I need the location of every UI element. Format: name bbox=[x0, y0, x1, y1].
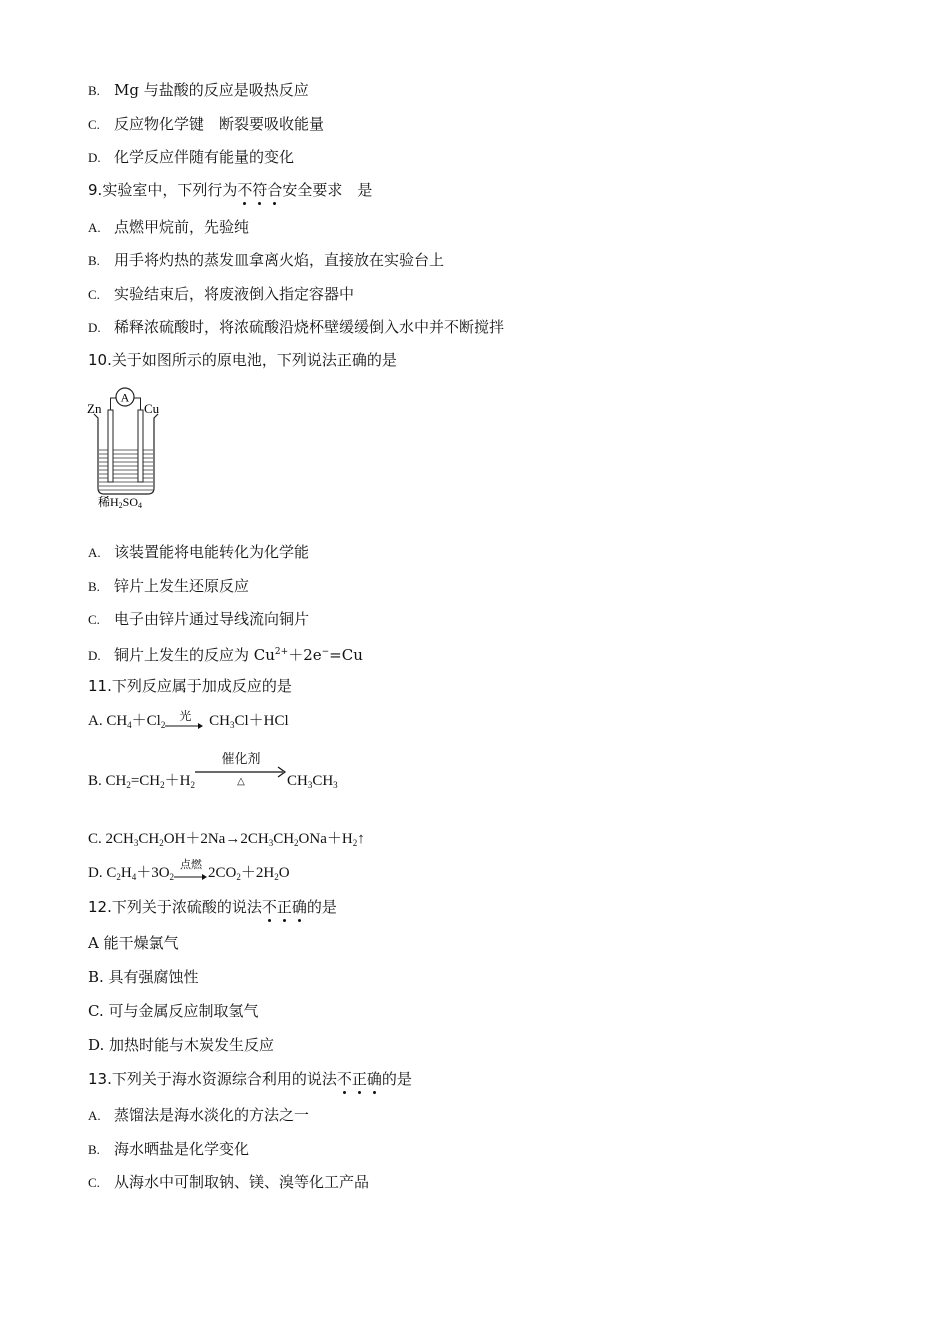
emphasis-char: 确 bbox=[366, 1070, 382, 1088]
formula-part: CH bbox=[312, 773, 334, 789]
subscript: 3 bbox=[133, 838, 139, 848]
subscript: 2 bbox=[160, 780, 165, 790]
solution-label-part: 稀H bbox=[98, 495, 119, 509]
formula-part: ＋Cl bbox=[131, 713, 161, 729]
formula-part: Cl＋HCl bbox=[234, 713, 289, 729]
formula-part: CH bbox=[286, 773, 308, 789]
emphasis-char: 不 bbox=[237, 181, 253, 199]
wire-left bbox=[111, 398, 117, 410]
formula-part: ＋H bbox=[164, 773, 191, 789]
stem-text: 的是 bbox=[306, 898, 337, 916]
option-text: 用手将灼热的蒸发皿拿离火焰，直接放在实验台上 bbox=[114, 251, 445, 269]
option-text: 实验结束后，将废液倒入指定容器中 bbox=[114, 285, 355, 303]
subscript: 4 bbox=[127, 720, 132, 730]
q12-option-b: B. 具有强腐蚀性 bbox=[88, 968, 199, 986]
subscript: 2 bbox=[274, 872, 279, 882]
q11-option-b bbox=[88, 751, 338, 795]
stem-text: 安全要求 是 bbox=[282, 181, 373, 199]
subscript: 3 bbox=[229, 720, 235, 730]
reaction-condition-heat: △ bbox=[237, 775, 245, 787]
option-label: D. bbox=[88, 648, 101, 663]
arrow-icon bbox=[165, 712, 205, 732]
formula-part: O bbox=[278, 865, 290, 881]
solution-label-subscript: 2 bbox=[118, 501, 123, 510]
formula-part: CH bbox=[138, 831, 160, 847]
emphasis-char: 正 bbox=[351, 1070, 367, 1088]
q10-option-a bbox=[88, 542, 309, 563]
stem-text: 下列关于海水资源综合利用的说法 bbox=[111, 1070, 337, 1088]
q12-option-a: A 能干燥氯气 bbox=[88, 934, 179, 952]
formula-part: ONa＋H bbox=[298, 831, 353, 847]
subscript: 2 bbox=[352, 838, 358, 848]
option-text: 化学反应伴随有能量的变化 bbox=[114, 148, 295, 166]
q8-option-c bbox=[88, 114, 324, 135]
option-label: B. bbox=[88, 579, 100, 594]
reaction-arrow bbox=[174, 857, 208, 884]
question-number: 10. bbox=[88, 351, 112, 369]
emphasis-char: 合 bbox=[267, 181, 283, 199]
option-label: C. bbox=[88, 287, 100, 302]
option-label: C. bbox=[88, 612, 100, 627]
question-number: 13. bbox=[88, 1070, 112, 1088]
solution-label bbox=[98, 494, 142, 510]
q12-option-d: D. 加热时能与木炭发生反应 bbox=[88, 1036, 275, 1054]
subscript: 2 bbox=[190, 780, 195, 790]
q12-option-c: C. 可与金属反应制取氢气 bbox=[88, 1002, 259, 1020]
option-label: B. bbox=[88, 83, 100, 98]
formula-part: B. CH bbox=[88, 773, 127, 789]
option-text: 稀释浓硫酸时，将浓硫酸沿烧杯壁缓缓倒入水中并不断搅拌 bbox=[114, 318, 505, 336]
q9-option-b bbox=[88, 250, 444, 271]
formula-part: ＋2H bbox=[240, 865, 275, 881]
subscript: 2 bbox=[160, 720, 166, 730]
formula-part: A. CH bbox=[88, 713, 128, 729]
formula-part: ↑ bbox=[357, 831, 365, 847]
option-label: D. bbox=[88, 150, 101, 165]
subscript: 2 bbox=[159, 838, 164, 848]
q11-option-a bbox=[88, 708, 289, 735]
stem-text: 下列反应属于加成反应的是 bbox=[111, 677, 292, 695]
formula-part: H bbox=[120, 865, 132, 881]
q9-option-d bbox=[88, 317, 504, 338]
option-text: Mg 与盐酸的反应是吸热反应 bbox=[114, 81, 309, 99]
option-label: B. bbox=[88, 253, 100, 268]
arrow-icon bbox=[174, 864, 208, 884]
q10-option-c bbox=[88, 609, 309, 630]
formula-part: =CH bbox=[130, 773, 161, 789]
option-text: 铜片上发生的反应为 Cu bbox=[114, 646, 275, 664]
option-label: A. bbox=[88, 1108, 101, 1123]
option-label: C. bbox=[88, 117, 100, 132]
emphasis-char: 不 bbox=[336, 1070, 352, 1088]
option-label: D. bbox=[88, 320, 101, 335]
option-text: ＋2e bbox=[288, 646, 322, 664]
option-text: 从海水中可制取钠、镁、溴等化工产品 bbox=[114, 1173, 370, 1191]
q12-stem bbox=[88, 897, 337, 917]
option-text: 蒸馏法是海水淡化的方法之一 bbox=[114, 1106, 310, 1124]
option-label: C. bbox=[88, 1175, 100, 1190]
option-text: 点燃甲烷前，先验纯 bbox=[114, 218, 250, 236]
formula-part: C. 2CH bbox=[88, 831, 134, 847]
subscript: 4 bbox=[131, 872, 137, 882]
formula-part: OH＋2Na→2CH bbox=[163, 831, 269, 847]
formula-part: 2CO bbox=[208, 865, 237, 881]
q11-stem bbox=[88, 676, 292, 696]
copper-label: Cu bbox=[144, 401, 160, 416]
q11-option-c bbox=[88, 829, 365, 853]
solution-lines bbox=[99, 450, 153, 490]
subscript: 2 bbox=[126, 780, 131, 790]
option-text: 锌片上发生还原反应 bbox=[114, 577, 250, 595]
formula-part: ＋3O bbox=[136, 865, 170, 881]
option-text: 电子由锌片通过导线流向铜片 bbox=[114, 610, 310, 628]
option-label: B. bbox=[88, 1142, 100, 1157]
stem-text: 关于如图所示的原电池，下列说法正确的是 bbox=[111, 351, 397, 369]
option-label: A. bbox=[88, 545, 101, 560]
zinc-electrode bbox=[108, 410, 113, 482]
emphasis-char: 确 bbox=[291, 898, 307, 916]
reaction-condition: 催化剂 bbox=[221, 751, 261, 767]
superscript: 2+ bbox=[274, 647, 289, 657]
reaction-arrow bbox=[165, 708, 205, 732]
reaction-condition: 光 bbox=[179, 708, 192, 723]
reaction-arrow bbox=[195, 751, 287, 792]
reaction-condition: 点燃 bbox=[180, 857, 203, 871]
question-number: 11. bbox=[88, 677, 112, 695]
option-text: 反应物化学键 断裂要吸收能量 bbox=[114, 115, 325, 133]
question-number: 9. bbox=[88, 181, 103, 199]
ammeter-label: A bbox=[120, 390, 130, 405]
option-label: A. bbox=[88, 220, 101, 235]
q13-stem bbox=[88, 1069, 412, 1089]
stem-text: 实验室中，下列行为 bbox=[102, 181, 238, 199]
formula-part: CH bbox=[209, 713, 230, 729]
q10-option-b bbox=[88, 576, 249, 597]
subscript: 3 bbox=[268, 838, 274, 848]
q8-option-b bbox=[88, 80, 309, 101]
solution-label-subscript: 4 bbox=[138, 501, 143, 510]
formula-part: CH bbox=[273, 831, 295, 847]
option-text: =Cu bbox=[329, 646, 363, 664]
q9-option-a bbox=[88, 217, 249, 238]
q11-option-d bbox=[88, 857, 290, 887]
stem-text: 的是 bbox=[381, 1070, 412, 1088]
question-number: 12. bbox=[88, 898, 112, 916]
subscript: 2 bbox=[169, 872, 175, 882]
subscript: 3 bbox=[333, 780, 338, 790]
q9-option-c bbox=[88, 284, 354, 305]
option-text: 该装置能将电能转化为化学能 bbox=[114, 543, 310, 561]
q9-stem bbox=[88, 180, 372, 200]
superscript: − bbox=[321, 647, 330, 657]
emphasis-char: 符 bbox=[252, 181, 268, 199]
subscript: 2 bbox=[236, 872, 241, 882]
q8-option-d bbox=[88, 147, 294, 168]
q13-option-b bbox=[88, 1139, 249, 1160]
formula-part: D. C bbox=[88, 865, 117, 881]
q10-option-d bbox=[88, 642, 363, 666]
emphasis-char: 不 bbox=[261, 898, 277, 916]
stem-text: 下列关于浓硫酸的说法 bbox=[111, 898, 262, 916]
wire-right bbox=[134, 398, 141, 410]
copper-electrode bbox=[138, 410, 143, 482]
subscript: 2 bbox=[294, 838, 299, 848]
galvanic-cell-figure bbox=[86, 384, 168, 510]
subscript: 2 bbox=[116, 872, 121, 882]
subscript: 3 bbox=[307, 780, 313, 790]
option-text: 海水晒盐是化学变化 bbox=[114, 1140, 250, 1158]
q10-stem bbox=[88, 350, 397, 370]
q13-option-c bbox=[88, 1172, 369, 1193]
solution-label-part: SO bbox=[122, 495, 139, 509]
q13-option-a bbox=[88, 1105, 309, 1126]
zinc-label: Zn bbox=[87, 401, 102, 416]
emphasis-char: 正 bbox=[276, 898, 292, 916]
